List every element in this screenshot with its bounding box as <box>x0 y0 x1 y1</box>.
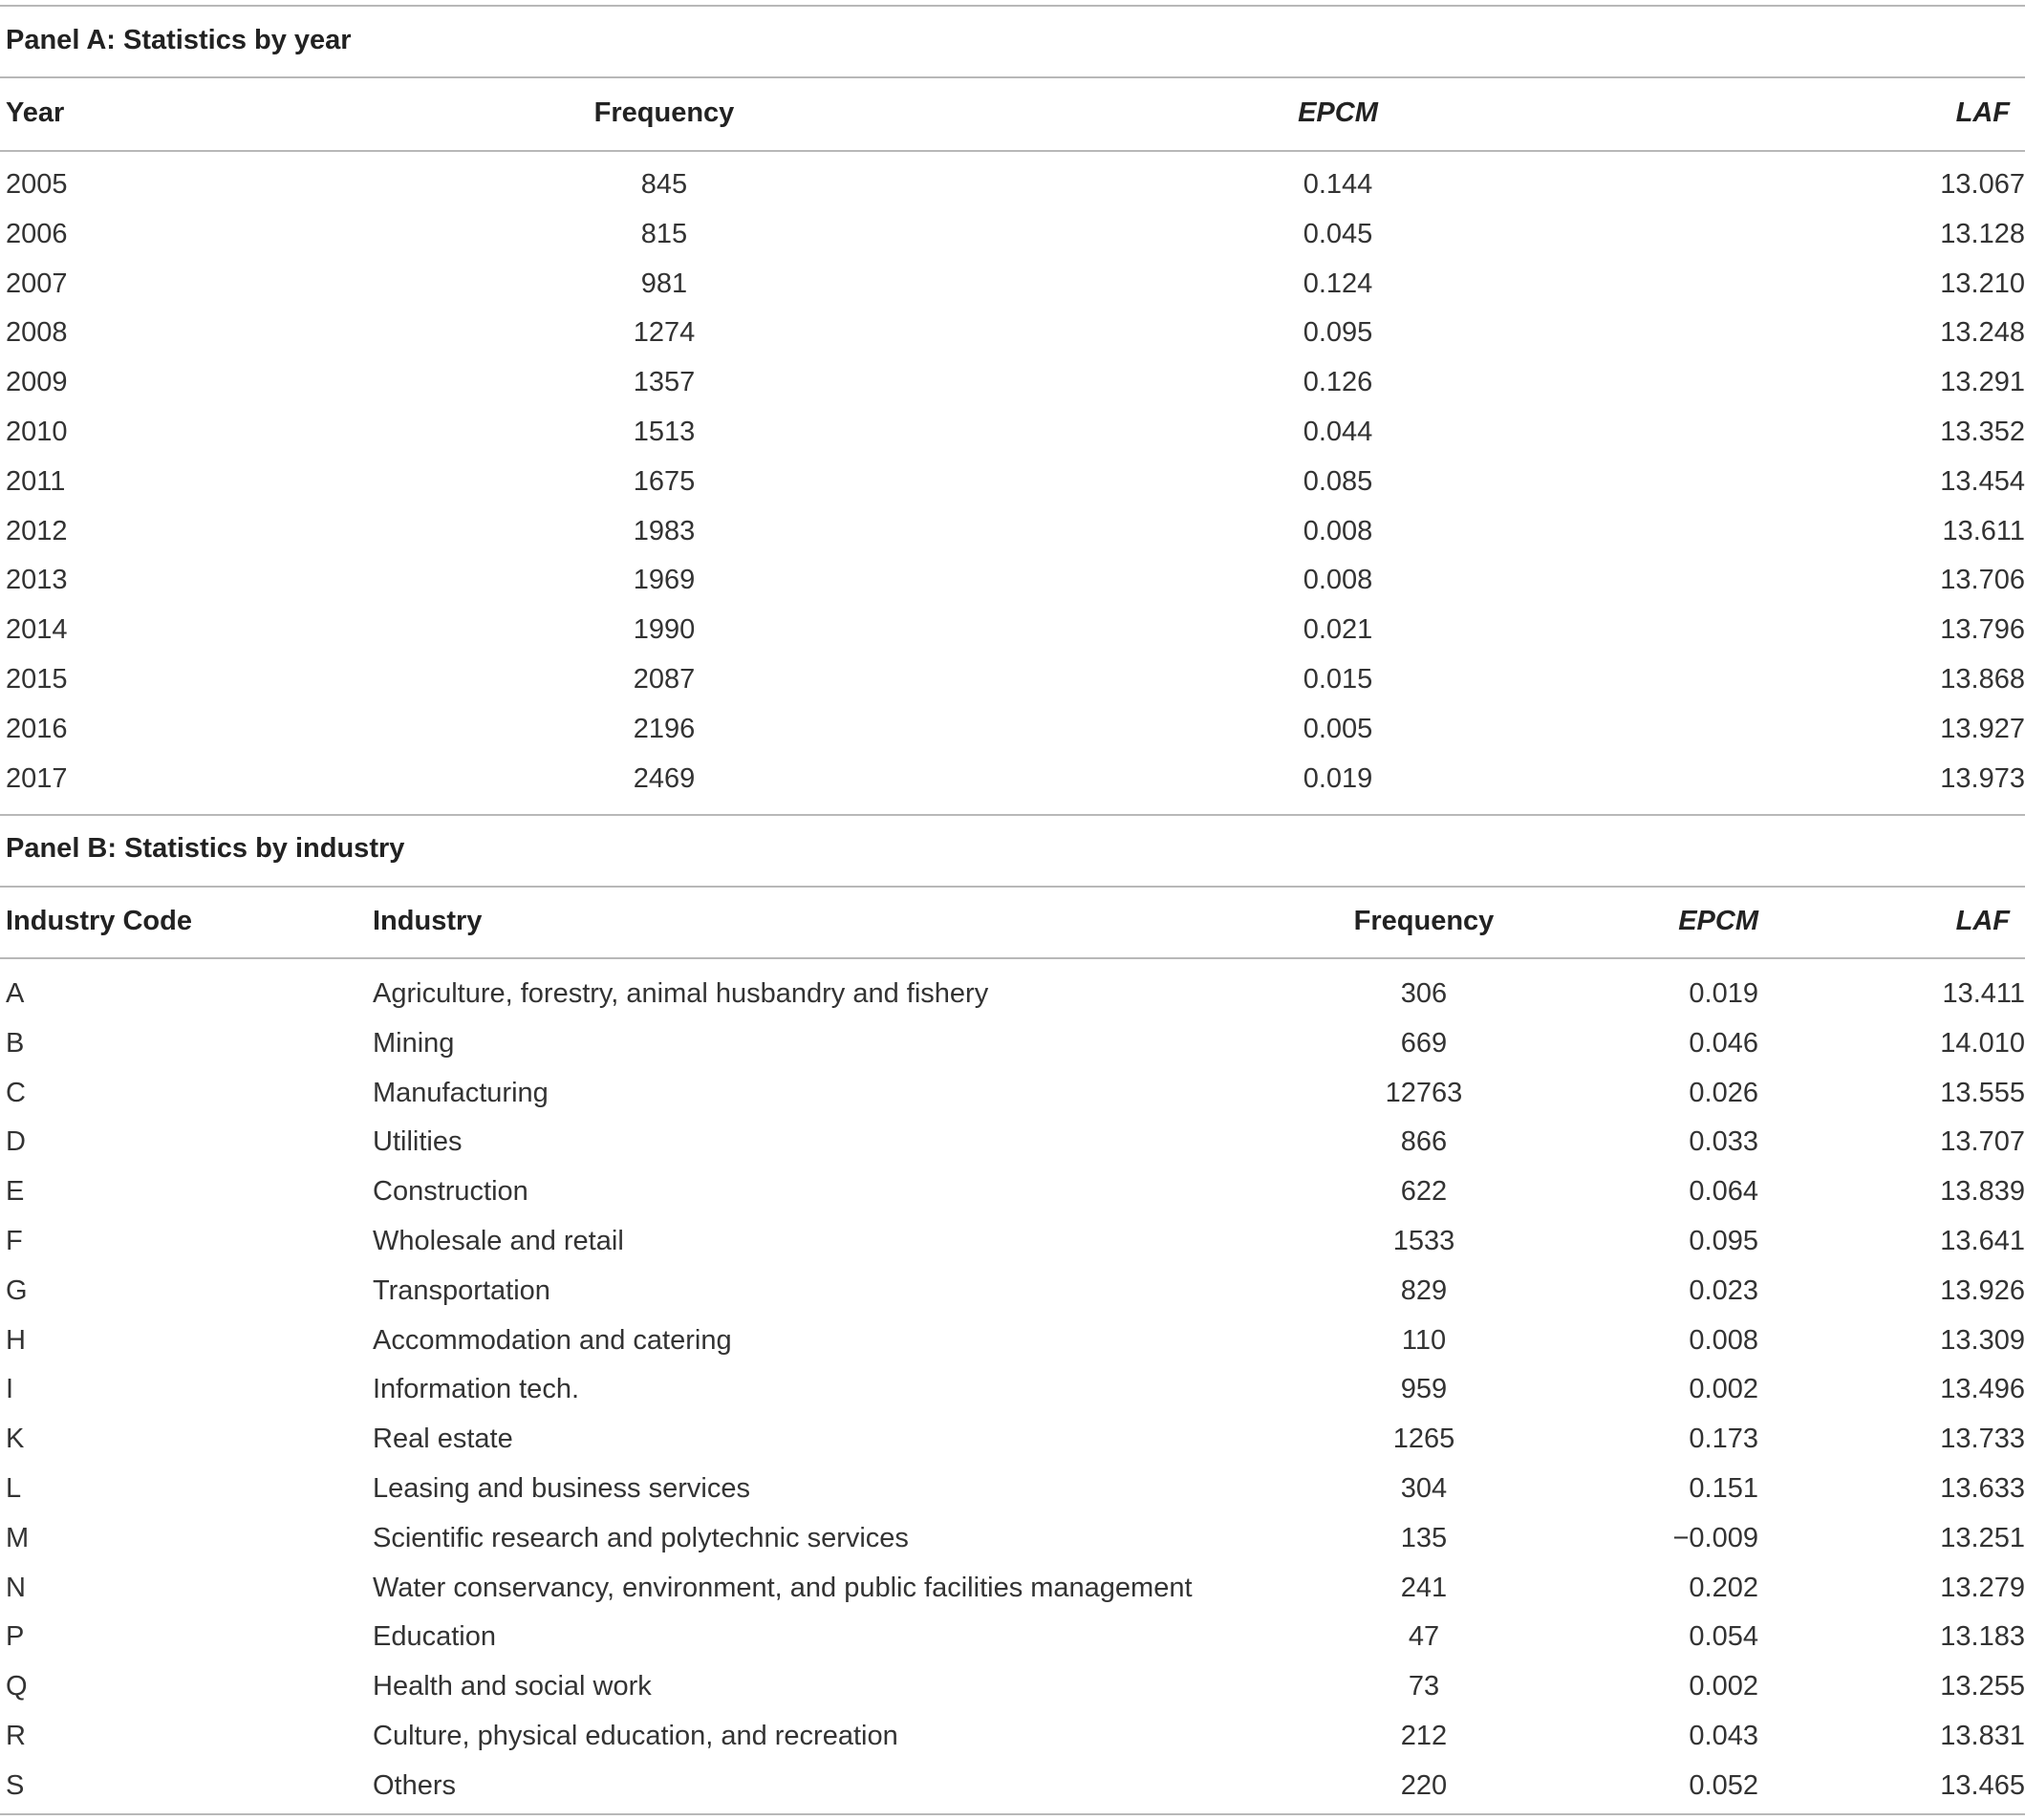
cell-industry: Utilities <box>373 1126 463 1158</box>
cell-frequency: 669 <box>1400 1027 1448 1059</box>
cell-industry-code: F <box>6 1226 23 1256</box>
cell-laf: 13.839 <box>1940 1176 2025 1208</box>
cell-industry-code: B <box>6 1027 25 1059</box>
cell-frequency: 2196 <box>633 713 696 744</box>
cell-year: 2006 <box>6 218 68 249</box>
cell-industry-code: N <box>6 1572 26 1603</box>
table-row <box>0 259 2025 309</box>
cell-year: 2015 <box>6 664 68 695</box>
cell-frequency: 2469 <box>633 762 696 794</box>
cell-laf: 13.248 <box>1940 317 2025 349</box>
cell-epcm: 0.151 <box>1689 1473 1758 1504</box>
cell-epcm: 0.021 <box>1303 614 1373 646</box>
cell-industry-code: Q <box>6 1671 28 1702</box>
table-row <box>0 1761 2025 1810</box>
cell-laf: 13.733 <box>1940 1424 2025 1455</box>
table-row <box>0 1612 2025 1661</box>
cell-industry-code: S <box>6 1769 25 1801</box>
cell-laf: 13.291 <box>1940 367 2025 398</box>
cell-laf: 13.279 <box>1940 1572 2025 1603</box>
panel-b-title: Panel B: Statistics by industry <box>6 833 405 864</box>
cell-laf: 13.927 <box>1940 713 2025 744</box>
cell-year: 2011 <box>6 465 66 497</box>
table-row <box>0 357 2025 407</box>
cell-industry: Mining <box>373 1027 455 1059</box>
cell-industry-code: L <box>6 1473 22 1504</box>
cell-industry: Others <box>373 1769 457 1801</box>
cell-year: 2017 <box>6 762 68 794</box>
cell-frequency: 47 <box>1408 1621 1440 1653</box>
header-epcm: EPCM <box>1678 906 1758 936</box>
cell-year: 2009 <box>6 367 68 398</box>
cell-epcm: 0.008 <box>1303 515 1373 546</box>
cell-industry: Agriculture, forestry, animal husbandry and fishery <box>373 978 989 1009</box>
cell-frequency: 1265 <box>1392 1424 1455 1455</box>
cell-industry-code: K <box>6 1424 25 1455</box>
cell-epcm: 0.144 <box>1303 169 1373 200</box>
cell-frequency: 1357 <box>633 367 696 398</box>
cell-year: 2007 <box>6 268 68 299</box>
cell-industry: Health and social work <box>373 1671 652 1702</box>
table-row <box>0 1414 2025 1464</box>
cell-industry: Transportation <box>373 1274 550 1306</box>
cell-frequency: 622 <box>1400 1176 1448 1208</box>
cell-frequency: 1983 <box>633 515 696 546</box>
cell-epcm: 0.126 <box>1303 367 1373 398</box>
cell-frequency: 1274 <box>633 317 696 349</box>
table-row <box>0 160 2025 209</box>
table-row <box>0 969 2025 1018</box>
table-row <box>0 1513 2025 1563</box>
cell-epcm: 0.044 <box>1303 417 1373 447</box>
cell-epcm: 0.085 <box>1303 465 1373 497</box>
table-row <box>0 555 2025 605</box>
cell-industry: Education <box>373 1621 496 1653</box>
cell-laf: 14.010 <box>1940 1027 2025 1059</box>
cell-epcm: 0.124 <box>1303 268 1373 299</box>
panel-b-top-rule <box>0 814 2025 816</box>
cell-industry-code: H <box>6 1324 26 1356</box>
table-row <box>0 209 2025 259</box>
cell-frequency: 981 <box>640 268 688 299</box>
cell-laf: 13.128 <box>1940 218 2025 249</box>
cell-epcm: 0.173 <box>1689 1424 1758 1455</box>
header-laf: LAF <box>1955 97 2010 128</box>
panel-a-header-row <box>0 88 2025 138</box>
cell-year: 2012 <box>6 515 68 546</box>
cell-year: 2016 <box>6 713 68 744</box>
bottom-rule <box>0 1813 2025 1815</box>
table-row <box>0 704 2025 754</box>
table-row <box>0 1167 2025 1216</box>
cell-epcm: 0.052 <box>1689 1769 1758 1801</box>
cell-laf: 13.496 <box>1940 1374 2025 1405</box>
cell-laf: 13.796 <box>1940 614 2025 646</box>
cell-laf: 13.183 <box>1940 1621 2025 1653</box>
cell-industry: Construction <box>373 1176 528 1208</box>
table-row <box>0 654 2025 704</box>
cell-industry-code: R <box>6 1721 26 1751</box>
cell-epcm: 0.015 <box>1303 664 1373 695</box>
cell-industry-code: P <box>6 1621 25 1653</box>
cell-frequency: 866 <box>1400 1126 1448 1158</box>
cell-frequency: 815 <box>640 218 688 249</box>
table-row <box>0 1563 2025 1613</box>
cell-laf: 13.465 <box>1940 1769 2025 1801</box>
cell-industry: Scientific research and polytechnic services <box>373 1522 909 1553</box>
cell-industry: Wholesale and retail <box>373 1226 624 1256</box>
cell-laf: 13.707 <box>1940 1126 2025 1158</box>
cell-laf: 13.411 <box>1942 978 2025 1009</box>
cell-industry-code: I <box>6 1374 14 1405</box>
cell-frequency: 220 <box>1400 1769 1448 1801</box>
cell-industry-code: C <box>6 1077 26 1108</box>
cell-frequency: 135 <box>1400 1522 1448 1553</box>
cell-epcm: 0.054 <box>1689 1621 1758 1653</box>
cell-epcm: 0.064 <box>1689 1176 1758 1208</box>
table-row <box>0 1018 2025 1068</box>
cell-laf: 13.555 <box>1940 1077 2025 1108</box>
cell-laf: 13.210 <box>1940 268 2025 299</box>
cell-frequency: 241 <box>1400 1572 1448 1603</box>
table-row <box>0 1711 2025 1761</box>
cell-year: 2010 <box>6 417 68 447</box>
cell-epcm: 0.019 <box>1303 762 1373 794</box>
cell-frequency: 845 <box>640 169 688 200</box>
cell-frequency: 1513 <box>633 417 696 447</box>
table-row <box>0 1364 2025 1414</box>
cell-laf: 13.352 <box>1940 417 2025 447</box>
cell-frequency: 304 <box>1400 1473 1448 1504</box>
table-row <box>0 605 2025 654</box>
header-frequency: Frequency <box>1353 906 1495 936</box>
top-rule <box>0 5 2025 7</box>
panel-b-header-row <box>0 896 2025 946</box>
cell-frequency: 1969 <box>633 565 696 596</box>
cell-laf: 13.641 <box>1940 1226 2025 1256</box>
cell-frequency: 12763 <box>1385 1077 1463 1108</box>
cell-laf: 13.251 <box>1940 1522 2025 1553</box>
panel-a-header-top-rule <box>0 76 2025 78</box>
cell-industry: Real estate <box>373 1424 513 1455</box>
cell-epcm: 0.019 <box>1689 978 1758 1009</box>
table-row <box>0 407 2025 457</box>
cell-frequency: 306 <box>1400 978 1448 1009</box>
cell-laf: 13.868 <box>1940 664 2025 695</box>
table-row <box>0 457 2025 506</box>
table-row <box>0 1266 2025 1316</box>
cell-frequency: 73 <box>1408 1671 1440 1702</box>
header-laf: LAF <box>1955 906 2010 936</box>
cell-epcm: 0.008 <box>1689 1324 1758 1356</box>
cell-industry-code: E <box>6 1176 25 1208</box>
cell-laf: 13.633 <box>1940 1473 2025 1504</box>
cell-laf: 13.309 <box>1940 1324 2025 1356</box>
cell-epcm: 0.043 <box>1689 1721 1758 1751</box>
cell-frequency: 212 <box>1400 1721 1448 1751</box>
header-epcm: EPCM <box>1298 97 1378 128</box>
cell-industry-code: G <box>6 1274 28 1306</box>
cell-industry: Culture, physical education, and recreation <box>373 1721 898 1751</box>
table-row <box>0 1661 2025 1711</box>
cell-frequency: 110 <box>1401 1324 1447 1356</box>
cell-laf: 13.973 <box>1940 762 2025 794</box>
cell-year: 2005 <box>6 169 68 200</box>
cell-industry: Information tech. <box>373 1374 579 1405</box>
cell-epcm: 0.002 <box>1689 1374 1758 1405</box>
panel-b-header-bottom-rule <box>0 957 2025 959</box>
cell-laf: 13.067 <box>1940 169 2025 200</box>
cell-frequency: 1675 <box>633 465 696 497</box>
cell-epcm: 0.008 <box>1303 565 1373 596</box>
cell-epcm: 0.005 <box>1303 713 1373 744</box>
table-row <box>0 1216 2025 1266</box>
header-frequency: Frequency <box>593 97 735 128</box>
cell-industry-code: D <box>6 1126 26 1158</box>
cell-epcm: 0.095 <box>1303 317 1373 349</box>
cell-frequency: 2087 <box>633 664 696 695</box>
table-row <box>0 1316 2025 1365</box>
cell-frequency: 829 <box>1400 1274 1448 1306</box>
cell-industry: Accommodation and catering <box>373 1324 732 1356</box>
table-row <box>0 1068 2025 1118</box>
table-row <box>0 506 2025 556</box>
cell-laf: 13.706 <box>1940 565 2025 596</box>
cell-epcm: 0.023 <box>1689 1274 1758 1306</box>
table-row <box>0 754 2025 803</box>
cell-industry-code: M <box>6 1522 30 1553</box>
header-year: Year <box>6 97 65 128</box>
cell-epcm: 0.002 <box>1689 1671 1758 1702</box>
cell-epcm: 0.202 <box>1689 1572 1758 1603</box>
table-row <box>0 1464 2025 1513</box>
cell-frequency: 1990 <box>633 614 696 646</box>
cell-year: 2013 <box>6 565 68 596</box>
cell-year: 2008 <box>6 317 68 349</box>
cell-laf: 13.831 <box>1940 1721 2025 1751</box>
header-industry: Industry <box>373 906 483 936</box>
panel-a-header-bottom-rule <box>0 150 2025 152</box>
table-row <box>0 308 2025 357</box>
panel-a-title: Panel A: Statistics by year <box>6 25 352 55</box>
cell-epcm: −0.009 <box>1672 1522 1758 1553</box>
cell-laf: 13.926 <box>1940 1274 2025 1306</box>
cell-industry: Water conservancy, environment, and public facilities management <box>373 1572 1193 1603</box>
cell-industry: Manufacturing <box>373 1077 549 1108</box>
cell-laf: 13.454 <box>1940 465 2025 497</box>
header-industry-code: Industry Code <box>6 906 192 936</box>
cell-industry: Leasing and business services <box>373 1473 750 1504</box>
panel-b-header-top-rule <box>0 886 2025 888</box>
cell-year: 2014 <box>6 614 68 646</box>
cell-laf: 13.255 <box>1940 1671 2025 1702</box>
cell-epcm: 0.095 <box>1689 1226 1758 1256</box>
cell-industry-code: A <box>6 978 25 1009</box>
table-row <box>0 1117 2025 1167</box>
cell-epcm: 0.033 <box>1689 1126 1758 1158</box>
cell-epcm: 0.026 <box>1689 1077 1758 1108</box>
cell-epcm: 0.046 <box>1689 1027 1758 1059</box>
cell-frequency: 959 <box>1400 1374 1448 1405</box>
cell-epcm: 0.045 <box>1303 218 1373 249</box>
cell-frequency: 1533 <box>1392 1226 1455 1256</box>
cell-laf: 13.611 <box>1942 515 2025 546</box>
